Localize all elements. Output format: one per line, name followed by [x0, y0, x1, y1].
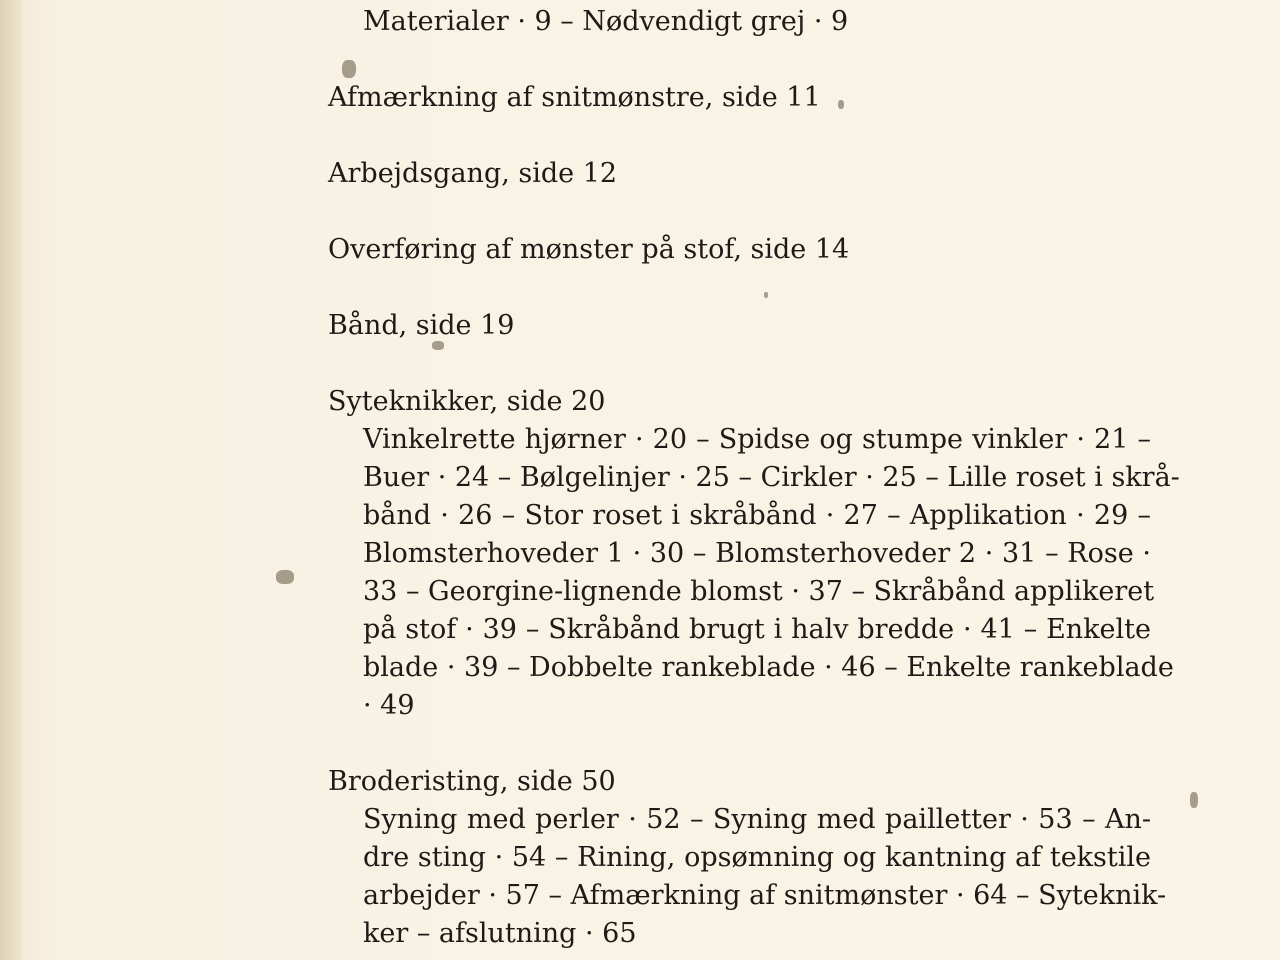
toc-fragment-line: Materialer · 9 – Nødvendigt grej · 9: [363, 6, 849, 37]
toc-subentry-line: ker – afslutning · 65: [363, 918, 637, 949]
toc-subentry-line: Syning med perler · 52 – Syning med pailletter · 53 – An-: [363, 804, 1151, 835]
paper-speck: [342, 60, 356, 78]
toc-subentry-line: · 49: [363, 690, 415, 721]
toc-entry-title: Syteknikker, side 20: [328, 386, 606, 417]
toc-subentry-line: Blomsterhoveder 1 · 30 – Blomsterhoveder 2 · 31 – Rose ·: [363, 538, 1151, 569]
toc-subentries: [363, 801, 1167, 953]
paper-speck: [276, 570, 294, 584]
toc-subentry-line: dre sting · 54 – Rining, opsømning og kantning af tekstile: [363, 842, 1151, 873]
toc-entry-title: Overføring af mønster på stof, side 14: [328, 234, 850, 265]
toc-subentry-line: bånd · 26 – Stor roset i skråbånd · 27 – Applikation · 29 –: [363, 500, 1151, 531]
toc-subentry-line: på stof · 39 – Skråbånd brugt i halv bredde · 41 – Enkelte: [363, 614, 1151, 645]
paper-speck: [764, 292, 768, 298]
toc-entry-title: Bånd, side 19: [328, 310, 515, 341]
toc-fragment: [363, 3, 1151, 41]
toc-subentry-line: Vinkelrette hjørner · 20 – Spidse og stumpe vinkler · 21 –: [363, 424, 1151, 455]
page-gutter: [0, 0, 22, 960]
toc-subentry-line: arbejder · 57 – Afmærkning af snitmønster · 64 – Syteknik-: [363, 880, 1167, 911]
paper-speck: [838, 100, 844, 109]
toc-subentries: [363, 421, 1180, 725]
toc-entry-title: Broderisting, side 50: [328, 766, 616, 797]
toc-entry-title: Afmærkning af snitmønstre, side 11: [328, 82, 821, 113]
toc-entry-title: Arbejdsgang, side 12: [328, 158, 618, 189]
paper-speck: [1190, 792, 1198, 808]
toc-subentry-line: blade · 39 – Dobbelte rankeblade · 46 – Enkelte rankeblade: [363, 652, 1174, 683]
toc-subentry-line: Buer · 24 – Bølgelinjer · 25 – Cirkler · 25 – Lille roset i skrå-: [363, 462, 1180, 493]
toc-subentry-line: 33 – Georgine-lignende blomst · 37 – Skråbånd applikeret: [363, 576, 1155, 607]
